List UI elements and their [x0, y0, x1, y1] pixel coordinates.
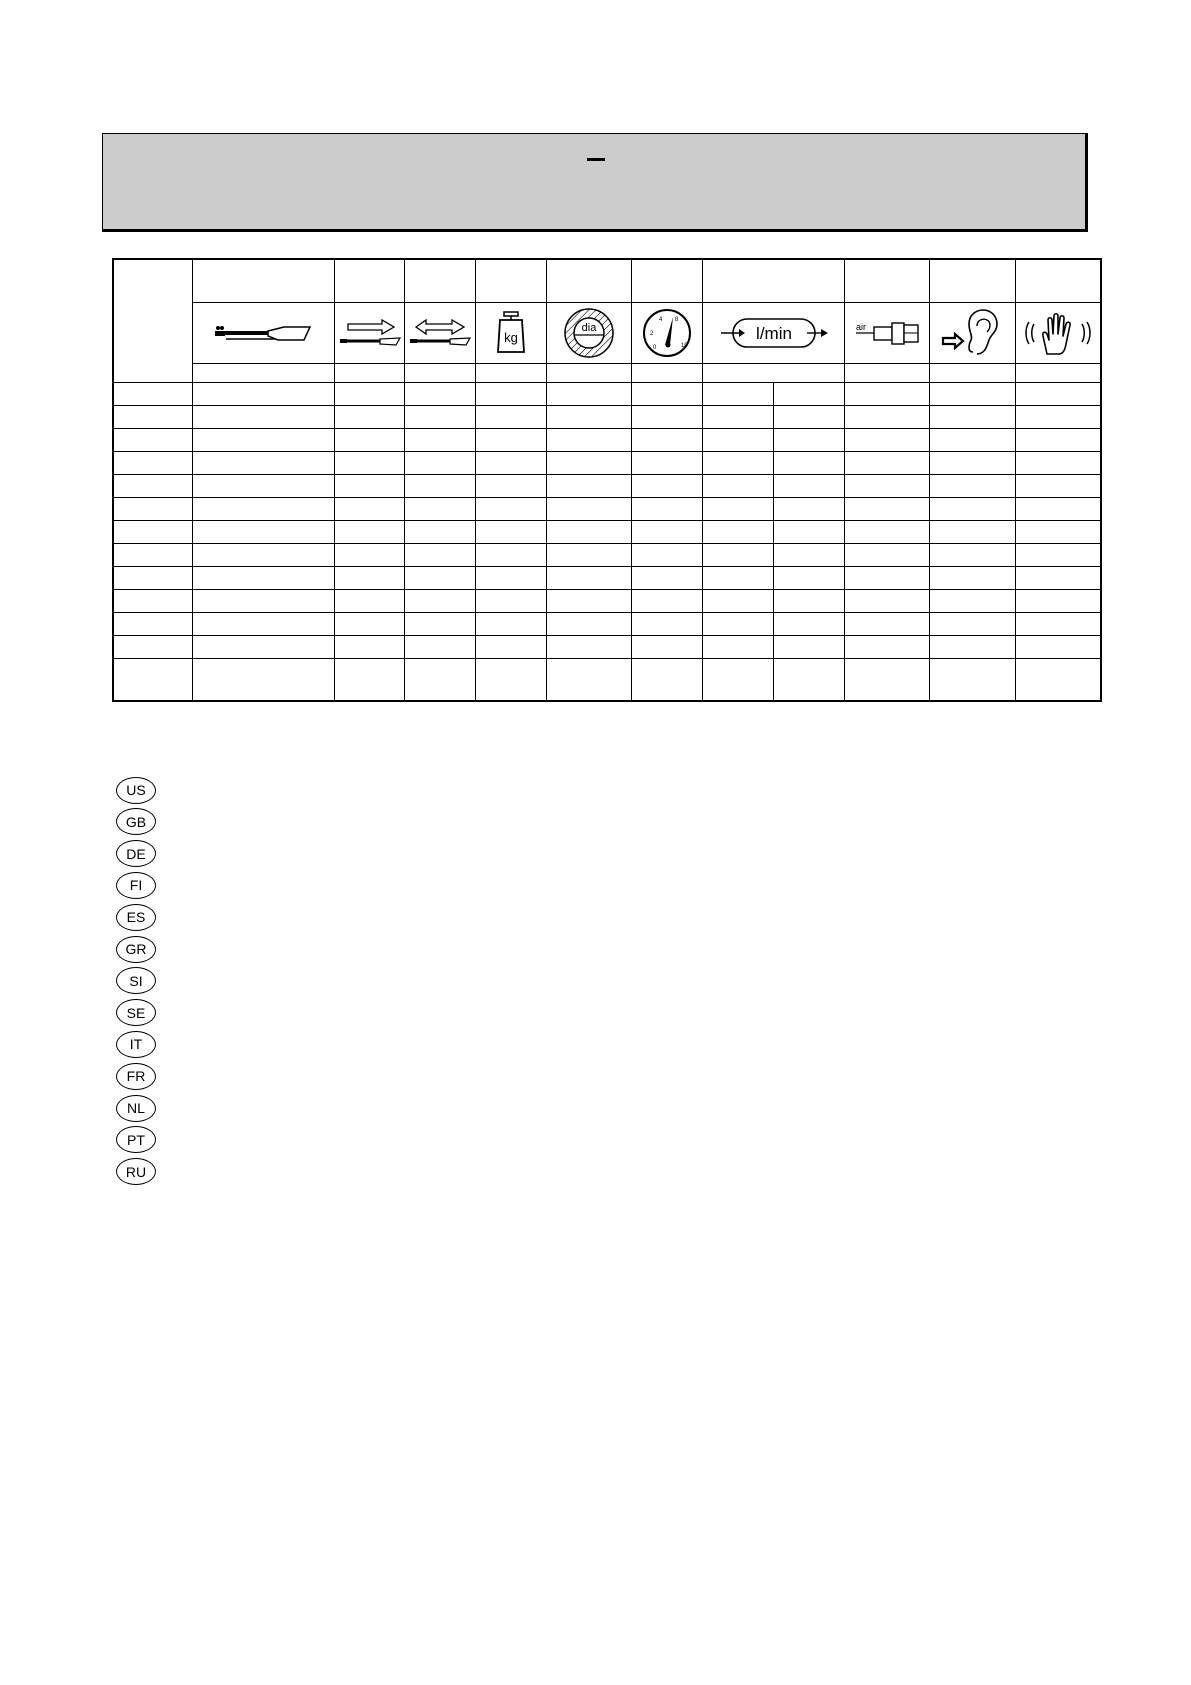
air-icon-text: air: [856, 322, 867, 332]
table-cell: [774, 659, 845, 701]
table-cell: [335, 383, 405, 406]
table-cell: [405, 590, 476, 613]
table-cell: [405, 636, 476, 659]
unit-row: [114, 364, 1101, 383]
table-cell: [774, 636, 845, 659]
table-cell: [774, 521, 845, 544]
table-cell: [547, 452, 632, 475]
table-cell: [774, 498, 845, 521]
table-cell: [1016, 590, 1101, 613]
table-cell: [1016, 429, 1101, 452]
unit-cell-7: [703, 364, 845, 383]
table-cell: [632, 498, 703, 521]
table-cell: [632, 567, 703, 590]
table-cell: [547, 475, 632, 498]
table-cell: [405, 567, 476, 590]
table-cell: [335, 521, 405, 544]
table-cell: [114, 475, 193, 498]
icon-cell-double: [405, 303, 476, 364]
table-cell: [1016, 659, 1101, 701]
table-row: [114, 452, 1101, 475]
table-cell: [845, 659, 930, 701]
table-cell: [845, 383, 930, 406]
table-cell: [476, 406, 547, 429]
air-inlet-connector-icon: [854, 318, 920, 348]
table-cell: [193, 452, 335, 475]
table-cell: [845, 429, 930, 452]
table-cell: [1016, 475, 1101, 498]
table-cell: [335, 590, 405, 613]
table-cell: [930, 498, 1016, 521]
table-cell: [632, 590, 703, 613]
table-cell: [193, 636, 335, 659]
table-cell: [476, 590, 547, 613]
table-row: [114, 406, 1101, 429]
table-cell: [632, 636, 703, 659]
table-cell: [476, 429, 547, 452]
table-cell: [114, 452, 193, 475]
table-cell: [114, 383, 193, 406]
table-cell: [114, 498, 193, 521]
table-cell: [930, 613, 1016, 636]
icon-cell-gauge: [632, 303, 703, 364]
table-cell: [930, 590, 1016, 613]
table-cell: [547, 636, 632, 659]
table-cell: [1016, 544, 1101, 567]
language-code-badge: SI: [116, 967, 156, 994]
language-item: [116, 839, 168, 869]
table-cell: [476, 498, 547, 521]
table-cell: [405, 383, 476, 406]
language-code-badge: GR: [116, 936, 156, 963]
table-cell: [335, 452, 405, 475]
language-item: [116, 1093, 168, 1123]
language-code-badge: IT: [116, 1031, 156, 1058]
air-consumption-lmin-icon: [719, 315, 829, 351]
table-row: [114, 498, 1101, 521]
table-cell: [774, 567, 845, 590]
table-cell: [114, 544, 193, 567]
table-cell: [774, 406, 845, 429]
table-cell: [476, 475, 547, 498]
chisel-tool-icon: [212, 318, 316, 348]
table-cell: [1016, 567, 1101, 590]
table-cell: [930, 659, 1016, 701]
header-cell-10: [1016, 260, 1101, 303]
language-code-badge: RU: [116, 1158, 156, 1185]
table-cell: [114, 613, 193, 636]
table-cell: [114, 636, 193, 659]
table-cell: [930, 452, 1016, 475]
forward-arrow-tool-icon: [338, 316, 402, 350]
table-cell: [774, 475, 845, 498]
table-cell: [930, 521, 1016, 544]
table-cell: [845, 406, 930, 429]
table-cell: [193, 429, 335, 452]
table-cell: [114, 521, 193, 544]
table-cell: [476, 544, 547, 567]
table-cell: [930, 406, 1016, 429]
language-code-badge: NL: [116, 1095, 156, 1122]
table-cell: [114, 659, 193, 701]
icon-cell-noise: [930, 303, 1016, 364]
header-cell-model: [114, 260, 193, 383]
language-code-badge: SE: [116, 999, 156, 1026]
table-row: [114, 383, 1101, 406]
table-cell: [632, 613, 703, 636]
table-cell: [703, 521, 774, 544]
language-item: [116, 870, 168, 900]
table-cell: [335, 544, 405, 567]
table-cell: [703, 475, 774, 498]
table-cell: [335, 636, 405, 659]
table-cell: [547, 383, 632, 406]
table-cell: [632, 659, 703, 701]
table-cell: [405, 452, 476, 475]
language-code-badge: GB: [116, 808, 156, 835]
table-row: [114, 429, 1101, 452]
icon-cell-diameter: [547, 303, 632, 364]
table-cell: [703, 590, 774, 613]
table-cell: [703, 406, 774, 429]
table-cell: [476, 567, 547, 590]
table-cell: [632, 544, 703, 567]
weight-kg-icon: [494, 310, 528, 356]
table-cell: [476, 521, 547, 544]
unit-cell-1: [193, 364, 335, 383]
header-cell-2: [335, 260, 405, 303]
table-cell: [405, 659, 476, 701]
unit-cell-5: [547, 364, 632, 383]
table-cell: [845, 498, 930, 521]
language-item: [116, 998, 168, 1028]
header-cell-7: [703, 260, 845, 303]
unit-cell-3: [405, 364, 476, 383]
language-item: [116, 775, 168, 805]
table-cell: [703, 659, 774, 701]
icon-cell-vibration: [1016, 303, 1101, 364]
table-cell: [1016, 521, 1101, 544]
table-cell: [193, 498, 335, 521]
table-cell: [547, 544, 632, 567]
icon-cell-forward: [335, 303, 405, 364]
table-cell: [405, 406, 476, 429]
table-cell: [1016, 613, 1101, 636]
table-cell: [845, 590, 930, 613]
table-cell: [476, 613, 547, 636]
header-cell-6: [632, 260, 703, 303]
language-item: [116, 1061, 168, 1091]
table-cell: [335, 498, 405, 521]
table-cell: [405, 429, 476, 452]
table-cell: [703, 613, 774, 636]
table-cell: [845, 475, 930, 498]
language-code-badge: DE: [116, 840, 156, 867]
table-cell: [703, 498, 774, 521]
language-code-badge: FI: [116, 872, 156, 899]
icon-cell-connector: [845, 303, 930, 364]
header-label-row: [114, 260, 1101, 303]
language-item: [116, 1125, 168, 1155]
table-cell: [845, 521, 930, 544]
table-cell: [774, 544, 845, 567]
table-cell: [193, 567, 335, 590]
language-code-badge: FR: [116, 1063, 156, 1090]
svg-text:10: 10: [681, 343, 688, 349]
table-cell: [930, 636, 1016, 659]
table-cell: [774, 613, 845, 636]
table-cell: [547, 613, 632, 636]
table-cell: [547, 498, 632, 521]
data-rows: [114, 383, 1101, 701]
table-cell: [547, 567, 632, 590]
table-cell: [930, 544, 1016, 567]
table-cell: [774, 429, 845, 452]
table-cell: [476, 636, 547, 659]
table-cell: [1016, 383, 1101, 406]
table-cell: [335, 613, 405, 636]
table-row: [114, 521, 1101, 544]
svg-text:8: 8: [675, 317, 679, 323]
table-cell: [632, 452, 703, 475]
table-cell: [193, 659, 335, 701]
table-cell: [845, 544, 930, 567]
table-cell: [930, 567, 1016, 590]
table-cell: [703, 567, 774, 590]
table-cell: [405, 613, 476, 636]
unit-cell-8: [845, 364, 930, 383]
table-row: [114, 475, 1101, 498]
table-cell: [547, 429, 632, 452]
unit-cell-10: [1016, 364, 1101, 383]
table-cell: [547, 521, 632, 544]
title-dash: [587, 158, 605, 161]
table-cell: [405, 475, 476, 498]
language-item: [116, 807, 168, 837]
table-cell: [476, 452, 547, 475]
specification-table: [113, 259, 1101, 701]
table-cell: [193, 383, 335, 406]
table-cell: [845, 452, 930, 475]
table-cell: [845, 567, 930, 590]
table-row: [114, 567, 1101, 590]
table-cell: [930, 429, 1016, 452]
diameter-icon-text: dia: [581, 322, 597, 334]
language-code-badge: PT: [116, 1126, 156, 1153]
table-cell: [405, 544, 476, 567]
table-cell: [774, 383, 845, 406]
language-item: [116, 1029, 168, 1059]
table-cell: [1016, 452, 1101, 475]
language-item: [116, 934, 168, 964]
table-cell: [774, 452, 845, 475]
table-cell: [335, 567, 405, 590]
svg-text:2: 2: [650, 331, 654, 337]
table-cell: [845, 636, 930, 659]
table-cell: [930, 475, 1016, 498]
unit-cell-6: [632, 364, 703, 383]
table-cell: [845, 613, 930, 636]
table-cell: [114, 429, 193, 452]
table-cell: [1016, 636, 1101, 659]
table-cell: [774, 590, 845, 613]
flow-icon-text: l/min: [755, 324, 792, 343]
table-cell: [114, 590, 193, 613]
language-item: [116, 966, 168, 996]
table-cell: [476, 659, 547, 701]
table-cell: [632, 406, 703, 429]
table-row: [114, 636, 1101, 659]
table-cell: [114, 567, 193, 590]
table-cell: [547, 590, 632, 613]
table-cell: [193, 475, 335, 498]
table-cell: [405, 521, 476, 544]
table-cell: [547, 659, 632, 701]
header-cell-9: [930, 260, 1016, 303]
table-cell: [703, 452, 774, 475]
icon-cell-weight: [476, 303, 547, 364]
table-cell: [1016, 406, 1101, 429]
double-arrow-tool-icon: [408, 316, 472, 350]
svg-text:0: 0: [653, 345, 657, 351]
table-cell: [193, 590, 335, 613]
noise-ear-icon: [941, 308, 1005, 358]
unit-cell-9: [930, 364, 1016, 383]
header-cell-8: [845, 260, 930, 303]
language-item: [116, 1157, 168, 1187]
table-row: [114, 544, 1101, 567]
weight-icon-text: kg: [504, 330, 518, 345]
table-cell: [335, 659, 405, 701]
table-cell: [632, 429, 703, 452]
table-cell: [335, 429, 405, 452]
table-cell: [193, 406, 335, 429]
table-cell: [930, 383, 1016, 406]
table-row: [114, 659, 1101, 701]
table-row: [114, 613, 1101, 636]
unit-cell-2: [335, 364, 405, 383]
table-cell: [703, 544, 774, 567]
language-item: [116, 902, 168, 932]
language-code-badge: US: [116, 777, 156, 804]
table-cell: [703, 429, 774, 452]
table-cell: [193, 521, 335, 544]
unit-cell-4: [476, 364, 547, 383]
table-cell: [1016, 498, 1101, 521]
table-cell: [703, 383, 774, 406]
icon-cell-flow: [703, 303, 845, 364]
title-box: [102, 133, 1088, 232]
header-cell-5: [547, 260, 632, 303]
table-cell: [335, 475, 405, 498]
header-icon-row: [114, 303, 1101, 364]
diameter-dia-icon: [563, 307, 615, 359]
table-cell: [193, 544, 335, 567]
table-cell: [632, 383, 703, 406]
header-cell-1: [193, 260, 335, 303]
vibration-hand-icon: [1023, 310, 1093, 356]
icon-cell-chisel: [193, 303, 335, 364]
table-cell: [703, 636, 774, 659]
pressure-gauge-icon: [642, 307, 692, 359]
table-cell: [335, 406, 405, 429]
svg-text:4: 4: [659, 317, 663, 323]
table-row: [114, 590, 1101, 613]
table-cell: [547, 406, 632, 429]
language-code-badge: ES: [116, 904, 156, 931]
table-cell: [632, 475, 703, 498]
table-cell: [114, 406, 193, 429]
table-cell: [476, 383, 547, 406]
table-cell: [193, 613, 335, 636]
header-cell-4: [476, 260, 547, 303]
table-cell: [405, 498, 476, 521]
header-cell-3: [405, 260, 476, 303]
table-cell: [632, 521, 703, 544]
